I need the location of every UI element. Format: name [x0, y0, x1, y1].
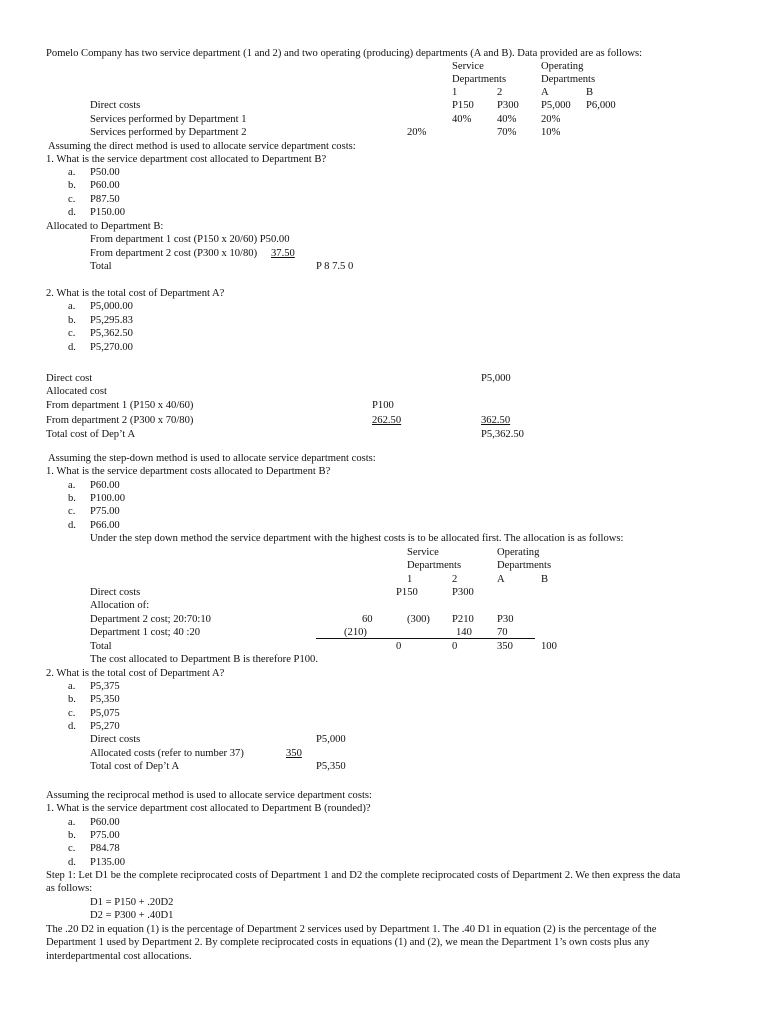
table2-cell: 140	[456, 627, 472, 638]
solution-label: Direct cost	[46, 373, 93, 384]
total-rule	[316, 638, 535, 639]
table1-cell: P6,000	[586, 100, 616, 111]
option-value: P60.00	[90, 180, 120, 191]
explanation-paragraph: Department 1 used by Department 2. By complete reciprocated costs in equations (1) and (2), we mean the Department 1’s own costs plus any	[46, 937, 650, 948]
option-value: P5,075	[90, 708, 120, 719]
table2-header-service: Service	[407, 547, 439, 558]
equation-2: D2 = P300 + .40D1	[90, 910, 174, 921]
option-letter: c.	[68, 506, 76, 517]
option-value: P135.00	[90, 857, 126, 868]
option-value: P87.50	[90, 194, 120, 205]
option-value: P75.00	[90, 506, 120, 517]
reciprocal-question-1: 1. What is the service department cost allocated to Department B (rounded)?	[46, 803, 371, 814]
reciprocal-method-heading: Assuming the reciprocal method is used to allocate service department costs:	[46, 790, 372, 801]
table2-col-b: B	[541, 574, 549, 585]
solution-total-value: P5,350	[316, 761, 346, 772]
option-letter: d.	[68, 342, 76, 353]
allocation-value: 37.50	[271, 248, 295, 259]
table2-row-label: Total	[90, 641, 112, 652]
table2-row-label: Direct costs	[90, 587, 141, 598]
stepdown-conclusion: The cost allocated to Department B is therefore P100.	[90, 654, 318, 665]
table2-cell: P210	[452, 614, 474, 625]
option-value: P5,375	[90, 681, 120, 692]
table1-cell: 10%	[541, 127, 561, 138]
option-letter: a.	[68, 817, 76, 828]
option-letter: b.	[68, 830, 76, 841]
table2-row-label: Department 2 cost; 20:70:10	[90, 614, 211, 625]
explanation-paragraph: interdepartmental cost allocations.	[46, 951, 192, 962]
table2-cell: P300	[452, 587, 474, 598]
allocation-total-value: P 8 7.5 0	[316, 261, 354, 272]
solution-value: 362.50	[481, 415, 511, 426]
direct-method-heading: Assuming the direct method is used to allocate service department costs:	[48, 141, 356, 152]
solution-label: Allocated costs (refer to number 37)	[90, 748, 244, 759]
table2-cell: 70	[497, 627, 508, 638]
table1-cell: 20%	[541, 114, 561, 125]
option-letter: c.	[68, 194, 76, 205]
table1-cell: 20%	[407, 127, 427, 138]
solution-value: P5,000	[481, 373, 511, 384]
table2-cell: P30	[497, 614, 514, 625]
allocation-line: From department 2 cost (P300 x 10/80)	[90, 248, 258, 259]
stepdown-question-1: 1. What is the service department costs allocated to Department B?	[46, 466, 331, 477]
table1-cell: P150	[452, 100, 474, 111]
option-letter: a.	[68, 681, 76, 692]
table1-header-operating: Operating	[541, 61, 584, 72]
table1-header-service: Service	[452, 61, 484, 72]
solution-value: P5,000	[316, 734, 346, 745]
table1-col-1: 1	[452, 87, 458, 98]
solution-total-label: Total cost of Dep’t A	[90, 761, 180, 772]
table2-cell: 60	[362, 614, 373, 625]
stepdown-question-2: 2. What is the total cost of Department A?	[46, 668, 225, 679]
table1-col-b: B	[586, 87, 594, 98]
table2-col-a: A	[497, 574, 505, 585]
direct-question-1: 1. What is the service department cost allocated to Department B?	[46, 154, 327, 165]
option-letter: d.	[68, 207, 76, 218]
allocated-to-b-heading: Allocated to Department B:	[46, 221, 164, 232]
table1-col-2: 2	[497, 87, 503, 98]
table2-col-2: 2	[452, 574, 458, 585]
table2-cell: 350	[497, 641, 513, 652]
table2-cell: 0	[452, 641, 458, 652]
option-value: P100.00	[90, 493, 126, 504]
table2-row-label: Department 1 cost; 40 :20	[90, 627, 201, 638]
table2-header-service-departments: Departments	[407, 560, 462, 571]
solution-label: Allocated cost	[46, 386, 107, 397]
option-value: P5,000.00	[90, 301, 133, 312]
table2-cell: P150	[396, 587, 418, 598]
explanation-paragraph: The .20 D2 in equation (1) is the percentage of Department 2 services used by Department 1. The .40 D1 in equation (2) is the percentage of the	[46, 924, 657, 935]
table2-cell: (300)	[407, 614, 430, 625]
table1-col-a: A	[541, 87, 549, 98]
option-letter: c.	[68, 708, 76, 719]
option-letter: d.	[68, 857, 76, 868]
step1-text: Step 1: Let D1 be the complete reciprocated costs of Department 1 and D2 the complete reciprocated costs of Department 2. We then express the data	[46, 870, 681, 881]
option-letter: d.	[68, 520, 76, 531]
direct-question-2: 2. What is the total cost of Department A?	[46, 288, 225, 299]
solution-label: Direct costs	[90, 734, 141, 745]
equation-1: D1 = P150 + .20D2	[90, 897, 174, 908]
table2-row-label: Allocation of:	[90, 600, 150, 611]
allocation-total-label: Total	[90, 261, 112, 272]
table2-cell: (210)	[344, 627, 367, 638]
option-value: P5,350	[90, 694, 120, 705]
table2-cell: 0	[396, 641, 402, 652]
option-value: P150.00	[90, 207, 126, 218]
option-value: P50.00	[90, 167, 120, 178]
option-letter: b.	[68, 180, 76, 191]
option-letter: b.	[68, 493, 76, 504]
solution-label: From department 2 (P300 x 70/80)	[46, 415, 194, 426]
table1-cell: 40%	[497, 114, 517, 125]
option-value: P60.00	[90, 817, 120, 828]
table2-col-1: 1	[407, 574, 413, 585]
table1-row-label: Services performed by Department 2	[90, 127, 247, 138]
solution-total-label: Total cost of Dep’t A	[46, 429, 136, 440]
solution-value: 350	[286, 748, 302, 759]
option-value: P66.00	[90, 520, 120, 531]
solution-value: 262.50	[372, 415, 402, 426]
table1-cell: 70%	[497, 127, 517, 138]
option-value: P5,362.50	[90, 328, 133, 339]
step1-text: as follows:	[46, 883, 93, 894]
allocation-line: From department 1 cost (P150 x 20/60) P50.00	[90, 234, 290, 245]
solution-label: From department 1 (P150 x 40/60)	[46, 400, 194, 411]
solution-value: P100	[372, 400, 394, 411]
table2-header-operating-departments: Departments	[497, 560, 552, 571]
option-value: P84.78	[90, 843, 120, 854]
table1-row-label: Services performed by Department 1	[90, 114, 247, 125]
table2-cell: 100	[541, 641, 557, 652]
option-value: P5,270.00	[90, 342, 133, 353]
option-letter: a.	[68, 167, 76, 178]
option-value: P5,295.83	[90, 315, 133, 326]
option-value: P5,270	[90, 721, 120, 732]
stepdown-method-heading: Assuming the step-down method is used to allocate service department costs:	[48, 453, 376, 464]
option-letter: c.	[68, 843, 76, 854]
option-letter: b.	[68, 694, 76, 705]
option-letter: d.	[68, 721, 76, 732]
solution-total-value: P5,362.50	[481, 429, 524, 440]
intro-text: Pomelo Company has two service department (1 and 2) and two operating (producing) departments (A and B). Data provided are as follows:	[46, 48, 643, 59]
option-value: P60.00	[90, 480, 120, 491]
table1-cell: 40%	[452, 114, 472, 125]
option-letter: a.	[68, 480, 76, 491]
option-letter: b.	[68, 315, 76, 326]
option-letter: a.	[68, 301, 76, 312]
table1-row-label: Direct costs	[90, 100, 141, 111]
option-value: P75.00	[90, 830, 120, 841]
table1-header-service-departments: Departments	[452, 74, 507, 85]
table1-header-operating-departments: Departments	[541, 74, 596, 85]
stepdown-explanation: Under the step down method the service department with the highest costs is to be allocated first. The allocation is as follows:	[90, 533, 624, 544]
table1-cell: P5,000	[541, 100, 571, 111]
table1-cell: P300	[497, 100, 519, 111]
option-letter: c.	[68, 328, 76, 339]
table2-header-operating: Operating	[497, 547, 540, 558]
